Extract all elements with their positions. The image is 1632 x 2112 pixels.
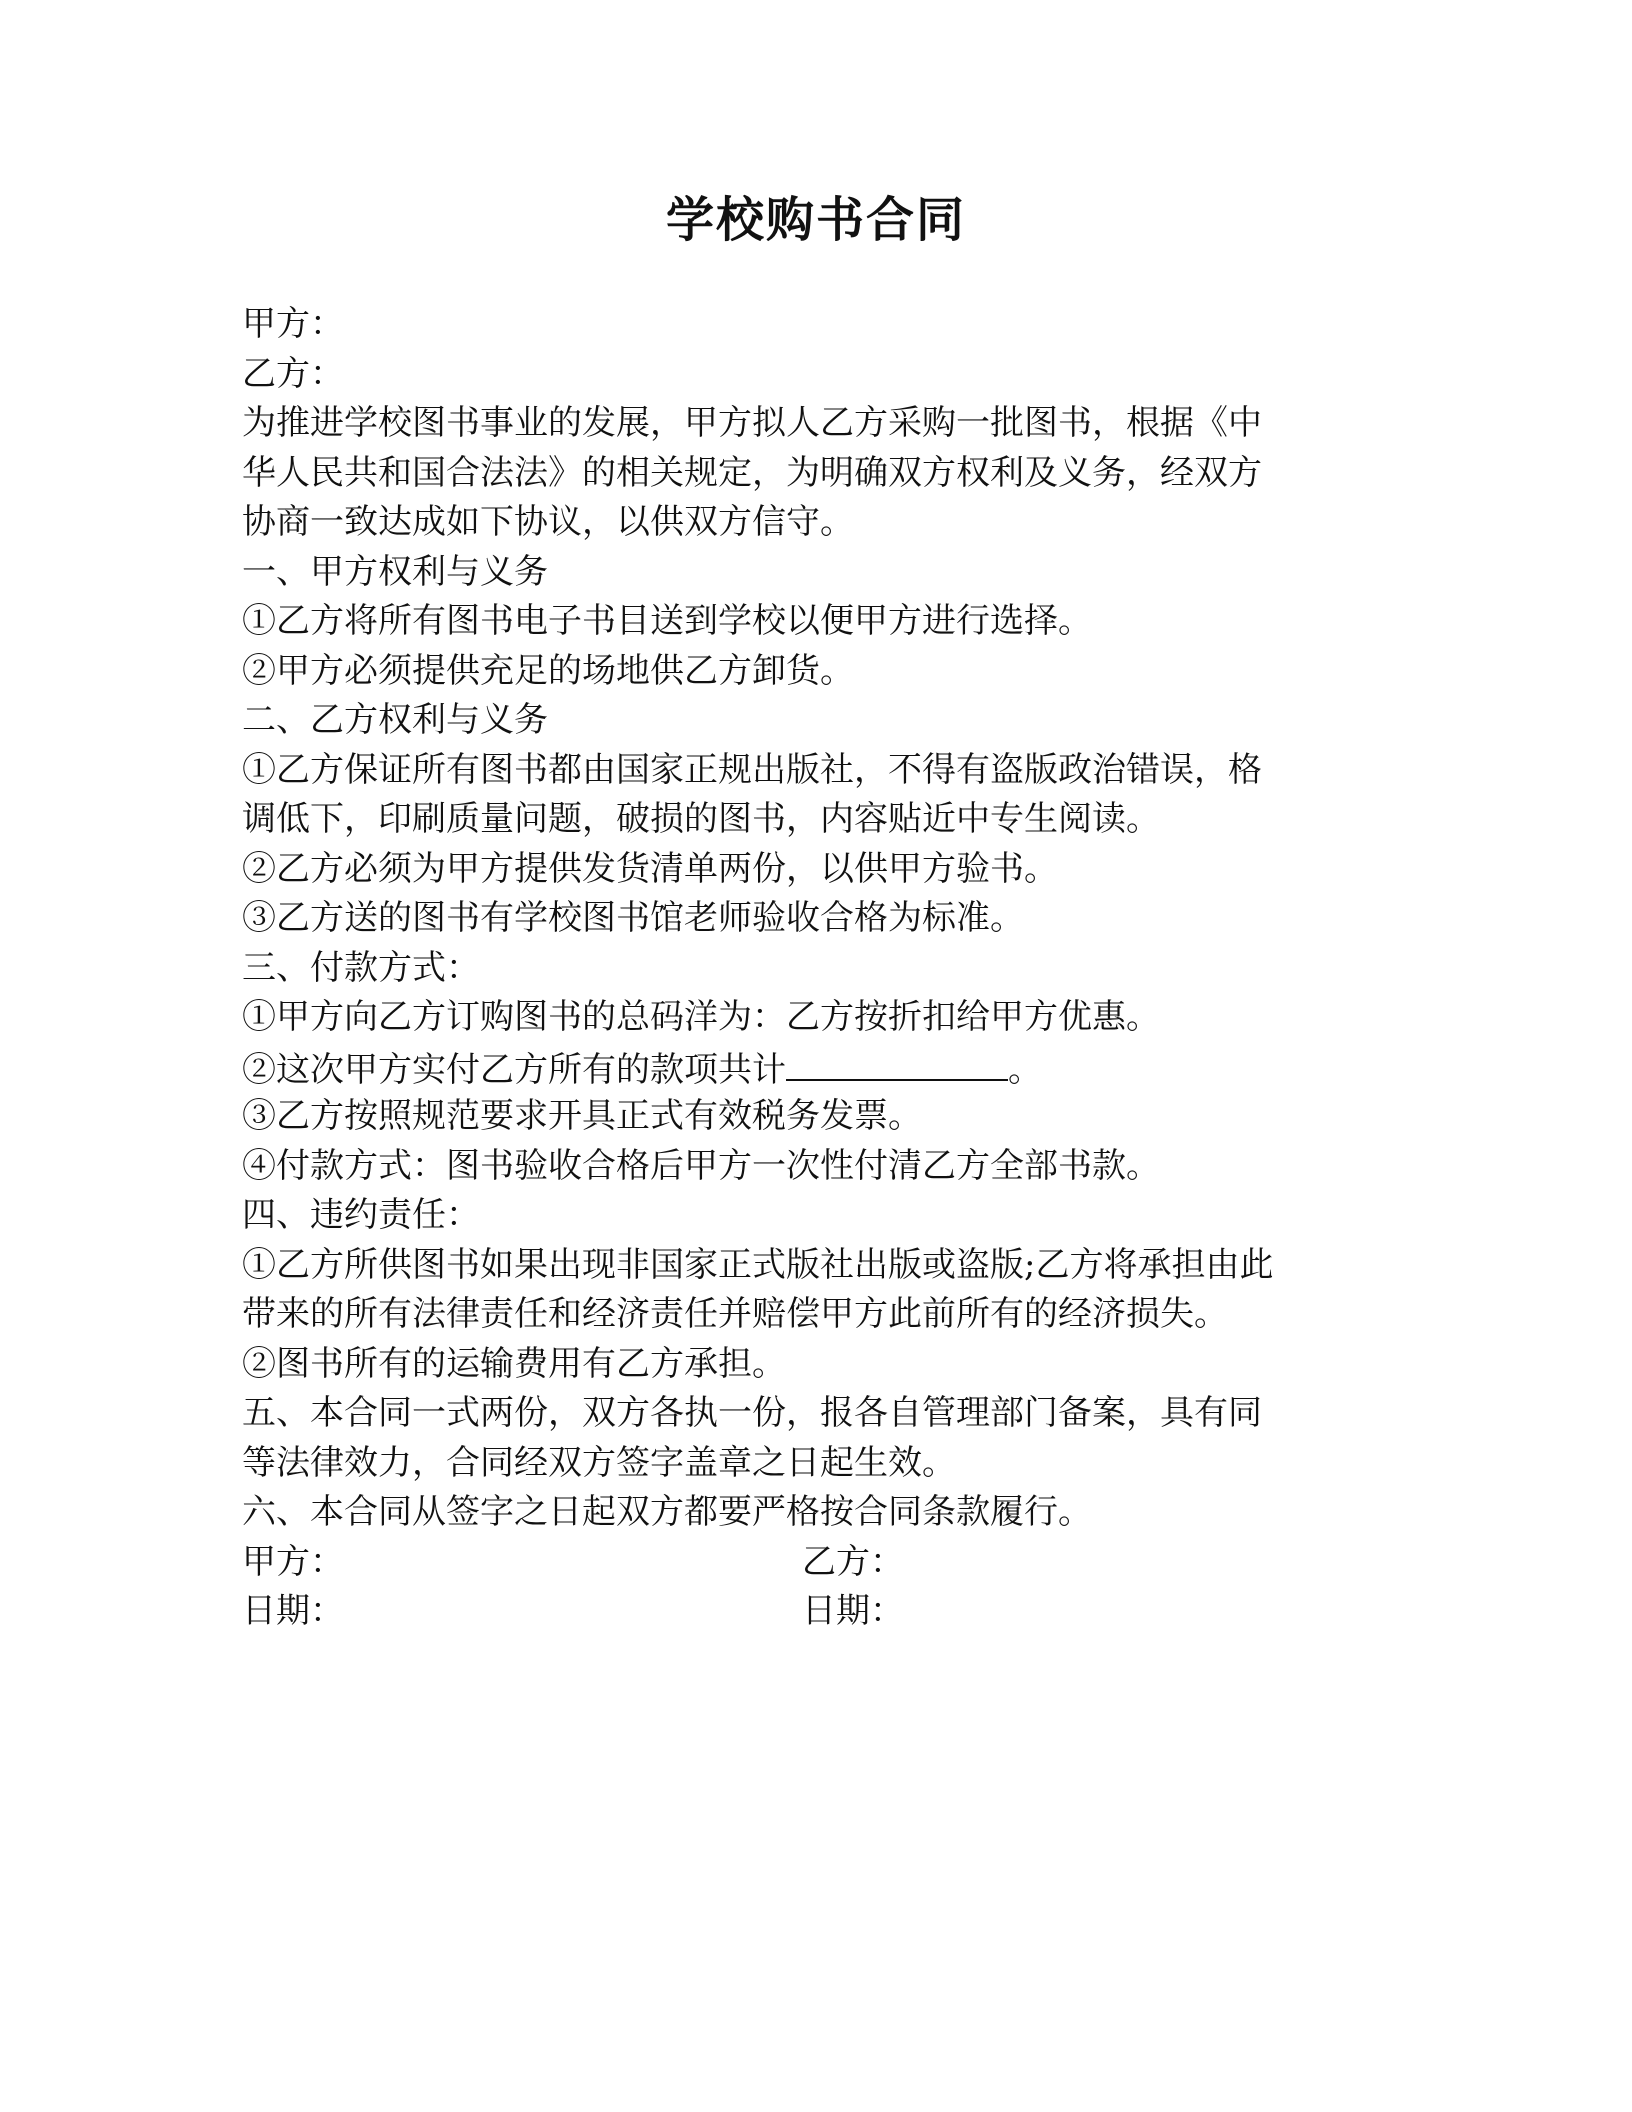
- party-b-date-label: 日期：: [802, 1591, 904, 1631]
- section-heading: 一、甲方权利与义务: [242, 551, 548, 592]
- section-paragraph-continued: 等法律效力，合同经双方签字盖章之日起生效。: [242, 1442, 956, 1483]
- party-a-date-label: 日期：: [242, 1591, 344, 1631]
- date-row: [242, 1587, 1382, 1637]
- section-heading: 三、付款方式：: [242, 947, 480, 988]
- clause-item: ②图书所有的运输费用有乙方承担。: [242, 1343, 786, 1384]
- clause-item: ③乙方送的图书有学校图书馆老师验收合格为标准。: [242, 898, 1024, 938]
- section-heading: 二、乙方权利与义务: [242, 700, 548, 740]
- clause-item: ①甲方向乙方订购图书的总码洋为：乙方按折扣给甲方优惠。: [242, 997, 1160, 1037]
- clause-item: ①乙方所供图书如果出现非国家正式版社出版或盗版;乙方将承担由此: [242, 1244, 1274, 1285]
- intro-line: 为推进学校图书事业的发展，甲方拟人乙方采购一批图书，根据《中: [242, 403, 1262, 443]
- section-paragraph: 五、本合同一式两份，双方各执一份，报各自管理部门备案，具有同: [242, 1393, 1262, 1433]
- clause-item-continued: 带来的所有法律责任和经济责任并赔偿甲方此前所有的经济损失。: [242, 1294, 1228, 1334]
- party-a-label: 甲方：: [242, 304, 344, 344]
- party-b-signature-label: 乙方：: [802, 1541, 904, 1582]
- intro-line: 华人民共和国合法法》的相关规定，为明确双方权利及义务，经双方: [242, 452, 1262, 493]
- clause-item-suffix: 。: [1008, 1049, 1042, 1090]
- contract-body: [242, 300, 1382, 1637]
- intro-line: 协商一致达成如下协议，以供双方信守。: [242, 502, 854, 542]
- clause-item: ①乙方保证所有图书都由国家正规出版社，不得有盗版政治错误，格: [242, 749, 1262, 790]
- section-heading: 四、违约责任：: [242, 1195, 480, 1235]
- clause-item: ③乙方按照规范要求开具正式有效税务发票。: [242, 1096, 922, 1136]
- clause-item: ④付款方式：图书验收合格后甲方一次性付清乙方全部书款。: [242, 1145, 1160, 1186]
- clause-item: ②乙方必须为甲方提供发货清单两份，以供甲方验书。: [242, 848, 1058, 889]
- party-b-label: 乙方：: [242, 353, 344, 394]
- section-paragraph: 六、本合同从签字之日起双方都要严格按合同条款履行。: [242, 1492, 1092, 1532]
- clause-item: ②甲方必须提供充足的场地供乙方卸货。: [242, 650, 854, 691]
- clause-item-prefix: ②这次甲方实付乙方所有的款项共计: [242, 1049, 786, 1090]
- party-a-signature-label: 甲方：: [242, 1541, 344, 1582]
- document-title: 学校购书合同: [665, 192, 966, 248]
- clause-item-with-blank: [242, 1043, 1382, 1093]
- amount-blank-line[interactable]: [786, 1043, 1008, 1081]
- signature-row: [242, 1538, 1382, 1588]
- clause-item: ①乙方将所有图书电子书目送到学校以便甲方进行选择。: [242, 601, 1092, 641]
- clause-item-continued: 调低下，印刷质量问题，破损的图书，内容贴近中专生阅读。: [242, 799, 1160, 839]
